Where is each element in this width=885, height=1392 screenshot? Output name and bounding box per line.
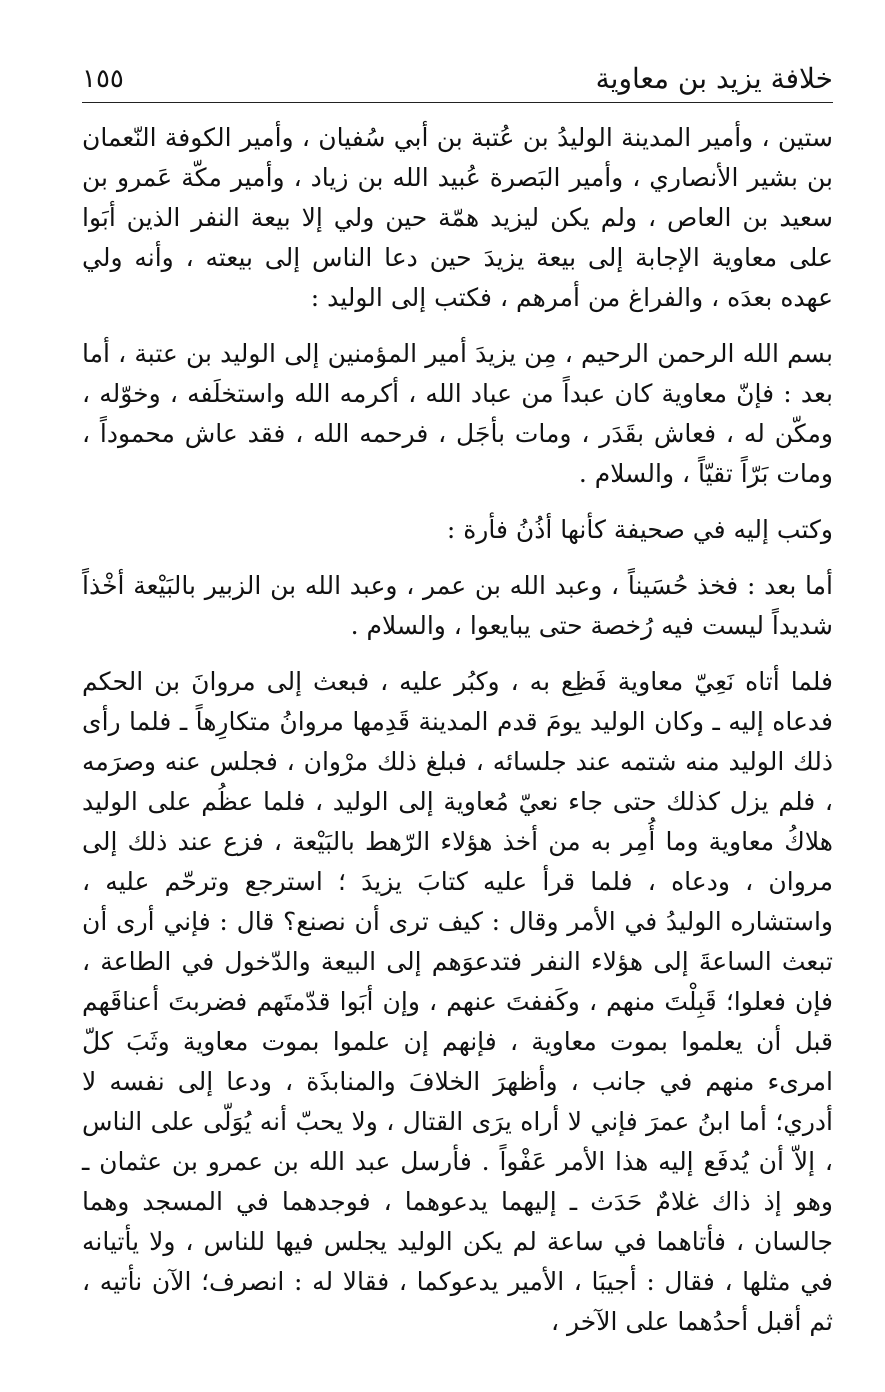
paragraph-letter-one: بسم الله الرحمن الرحيم ، مِن يزيدَ أمير المؤمنين إلى الوليد بن عتبة ، أما بعد : فإنّ معاوية كان عبداً من عباد الله ، أكرمه الله واستخلَفه ، وخوّله ، ومكّن له ، فعاش بقَدَر ، ومات بأجَل ، فرحمه الله ، فقد عاش محموداً ، ومات بَرّاً تقيّاً ، والسلام . (82, 339, 833, 488)
paragraph-intro: ستين ، وأمير المدينة الوليدُ بن عُتبة بن أبي سُفيان ، وأمير الكوفة النّعمان بن بشير الأنصاري ، وأمير البَصرة عُبيد الله بن زياد ، وأمير مكّة عَمرو بن سعيد بن العاص ، ولم يكن ليزيد همّة حين ولي إلا بيعة النفر الذين أبَوا على معاوية الإجابة إلى بيعة يزيدَ حين دعا الناس إلى بيعته ، وأنه ولي عهده بعدَه ، والفراغ من أمرهم ، فكتب إلى الوليد : (82, 123, 833, 312)
paragraph-letter-two: أما بعد : فخذ حُسَيناً ، وعبد الله بن عمر ، وعبد الله بن الزبير بالبَيْعة أخْذاً شديداً ليست فيه رُخصة حتى يبايعوا ، والسلام . (82, 571, 833, 640)
running-title: خلافة يزيد بن معاوية (595, 62, 833, 95)
paragraph-narrative: فلما أتاه نَعِيّ معاوية فَظِع به ، وكبُر عليه ، فبعث إلى مروانَ بن الحكم فدعاه إليه ـ وكان الوليد يومَ قدم المدينة قَدِمها مروانُ متكارِهاً ـ فلما رأى ذلك الوليد منه شتمه عند جلسائه ، فبلغ ذلك مرْوان ، فجلس عنه وصرَمه ، فلم يزل كذلك حتى جاء نعيّ مُعاوية إلى الوليد ، فلما عظُم على الوليد هلاكُ معاوية وما أُمِر به من أخذ هؤلاء الرّهط بالبَيْعة ، فزع عند ذلك إلى مروان ، ودعاه ، فلما قرأ عليه كتابَ يزيدَ ؛ استرجع وترحّم عليه ، واستشاره الوليدُ في الأمر وقال : كيف ترى أن نصنع؟ قال : فإني أرى أن تبعث الساعةَ إلى هؤلاء النفر فتدعوَهم إلى البيعة والدّخول في الطاعة ، فإن فعلوا؛ قَبِلْتَ منهم ، وكَففتَ عنهم ، وإن أبَوا قدّمتَهم فضربتَ أعناقَهم قبل أن يعلموا بموت معاوية ، فإنهم إن علموا بموت معاوية وثَبَ كلّ امرىء منهم في جانب ، وأظهرَ الخلافَ والمنابذَة ، ودعا إلى نفسه لا أدري؛ أما ابنُ عمرَ فإني لا أراه يرَى القتال ، ولا يحبّ أنه يُوَلّى على الناس ، إلاّ أن يُدفَع إليه هذا الأمر عَفْواً . فأرسل عبد الله بن عمرو بن عثمان ـ وهو إذ ذاك غلامٌ حَدَث ـ إليهما يدعوهما ، فوجدهما في المسجد وهما جالسان ، فأتاهما في ساعة لم يكن الوليد يجلس فيها للناس ، ولا يأتيانه في مثلها ، فقال : أجيبَا ، الأمير يدعوكما ، فقالا له : انصرف؛ الآن نأتيه ، ثم أقبل أحدُهما على الآخر ، (82, 667, 833, 1336)
paragraph-second-letter-note: وكتب إليه في صحيفة كأنها أذُنُ فأرة : (446, 515, 833, 544)
page-header (82, 58, 833, 103)
page-number: ١٥٥ (82, 64, 124, 94)
body-text (82, 118, 833, 1342)
